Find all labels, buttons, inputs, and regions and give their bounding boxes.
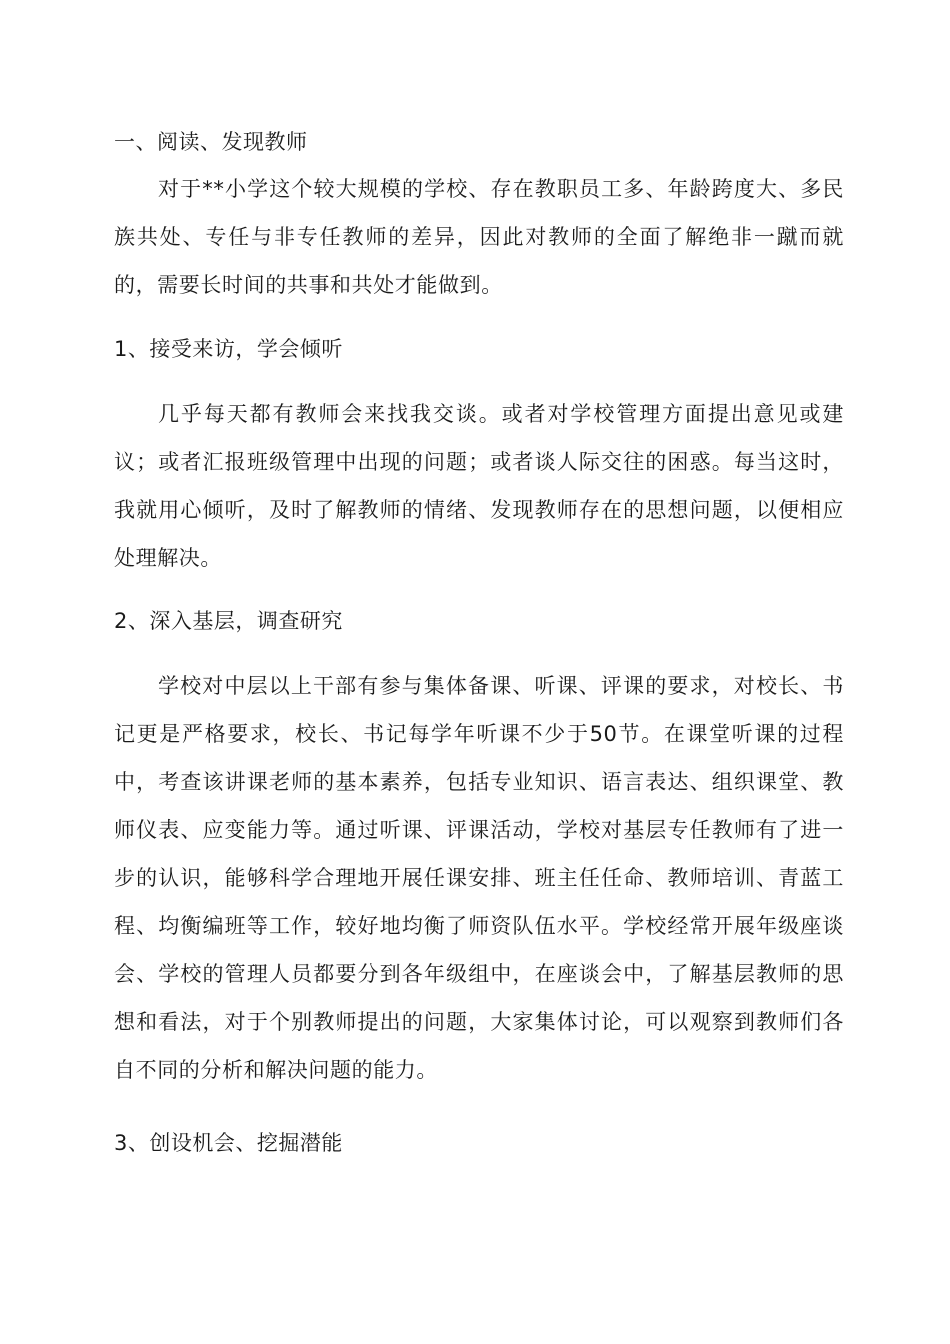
item1-paragraph: 几乎每天都有教师会来找我交谈。或者对学校管理方面提出意见或建议；或者汇报班级管理中出现的问题；或者谈人际交往的困惑。每当这时，我就用心倾听，及时了解教师的情绪、发现教师存在的思想问题，以便相应处理解决。 xyxy=(114,402,844,570)
item3-heading: 3、创设机会、挖掘潜能 xyxy=(114,1131,343,1155)
item2-heading: 2、深入基层，调查研究 xyxy=(114,609,343,633)
intro-paragraph: 对于**小学这个较大规模的学校、存在教职员工多、年龄跨度大、多民族共处、专任与非专任教师的差异，因此对教师的全面了解绝非一蹴而就的，需要长时间的共事和共处才能做到。 xyxy=(114,177,844,297)
item2-paragraph: 学校对中层以上干部有参与集体备课、听课、评课的要求，对校长、书记更是严格要求，校长、书记每学年听课不少于50节。在课堂听课的过程中，考查该讲课老师的基本素养，包括专业知识、语言表达、组织课堂、教师仪表、应变能力等。通过听课、评课活动，学校对基层专任教师有了进一步的认识，能够科学合理地开展任课安排、班主任任命、教师培训、青蓝工程、均衡编班等工作，较好地均衡了师资队伍水平。学校经常开展年级座谈会、学校的管理人员都要分到各年级组中，在座谈会中，了解基层教师的思想和看法，对于个别教师提出的问题，大家集体讨论，可以观察到教师们各自不同的分析和解决问题的能力。 xyxy=(114,674,844,1082)
section-title: 一、阅读、发现教师 xyxy=(114,130,308,154)
item1-heading: 1、接受来访，学会倾听 xyxy=(114,337,343,361)
